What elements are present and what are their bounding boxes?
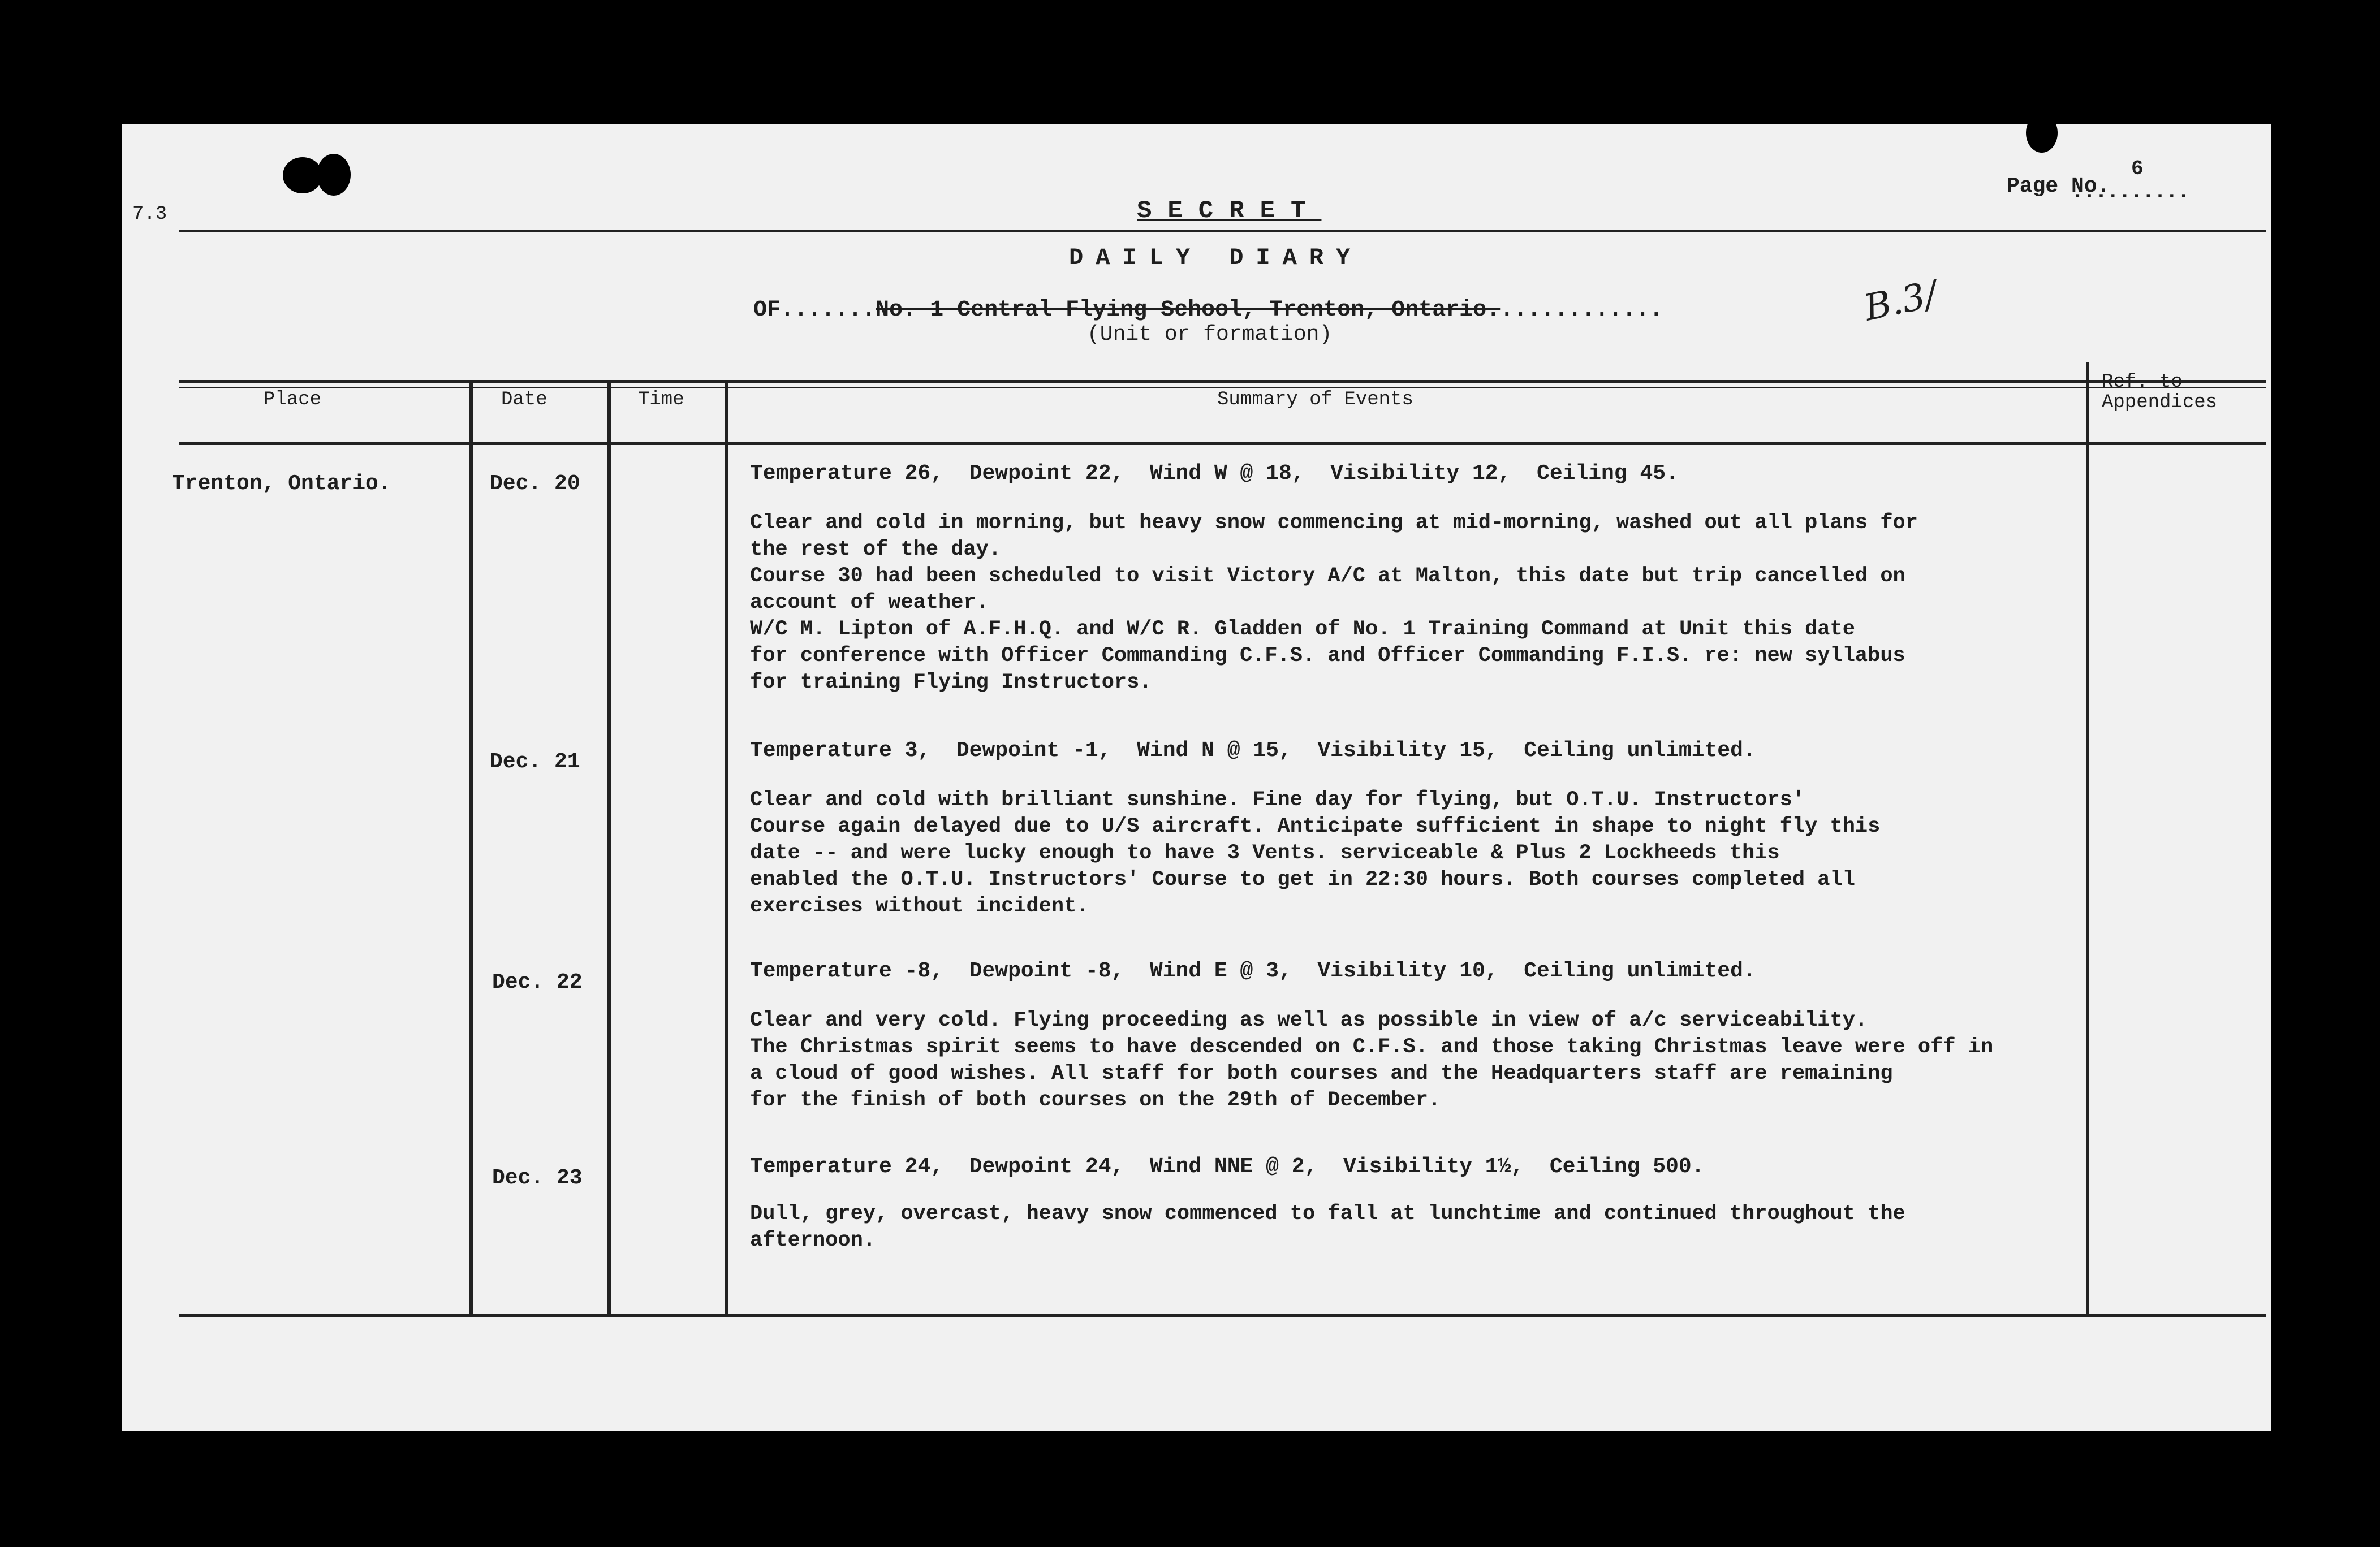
- summary-line: date -- and were lucky enough to have 3 Vents. serviceable & Plus 2 Lockheeds this: [750, 841, 1780, 865]
- secret-stamp: SECRET: [1137, 197, 1322, 225]
- column-header-summary: Summary of Events: [1217, 389, 1413, 410]
- entry-date: Dec. 22: [492, 970, 583, 995]
- summary-line: Course again delayed due to U/S aircraft. Anticipate sufficient in shape to night fly this: [750, 815, 1881, 839]
- table-bottom-rule: [179, 1314, 2266, 1317]
- column-header-rule: [179, 442, 2266, 445]
- summary-line: W/C M. Lipton of A.F.H.Q. and W/C R. Gladden of No. 1 Training Command at Unit this date: [750, 617, 1855, 641]
- column-header-date: Date: [501, 389, 547, 410]
- entry-weather: Temperature 24, Dewpoint 24, Wind NNE @ 2, Visibility 1½, Ceiling 500.: [750, 1155, 1705, 1179]
- entry-weather: Temperature 26, Dewpoint 22, Wind W @ 18, Visibility 12, Ceiling 45.: [750, 461, 1679, 486]
- entry-date: Dec. 20: [490, 472, 580, 496]
- entry-summary: [750, 1008, 2198, 1114]
- column-header-time: Time: [638, 389, 684, 410]
- summary-line: for training Flying Instructors.: [750, 671, 1152, 694]
- entry-date: Dec. 21: [490, 750, 580, 774]
- table-top-rule: [179, 380, 2266, 383]
- page-dots: ..........: [2071, 180, 2189, 204]
- summary-line: for conference with Officer Commanding C.F.S. and Officer Commanding F.I.S. re: new syllabus: [750, 644, 1905, 668]
- summary-line: enabled the O.T.U. Instructors' Course to get in 22:30 hours. Both courses completed all: [750, 868, 1855, 892]
- summary-line: Dull, grey, overcast, heavy snow commenced to fall at lunchtime and continued throughout the: [750, 1202, 1905, 1226]
- summary-line: The Christmas spirit seems to have descended on C.F.S. and those taking Christmas leave were off in: [750, 1035, 1994, 1059]
- entry-summary: [750, 510, 2051, 696]
- punch-hole-left-2: [317, 154, 351, 196]
- summary-line: Clear and very cold. Flying proceeding as well as possible in view of a/c serviceability.: [750, 1009, 1868, 1032]
- entry-summary: [750, 1201, 2051, 1254]
- handwritten-initials: B.3/: [1860, 273, 1941, 330]
- column-divider-summary-ref: [2086, 362, 2089, 1314]
- place-value: Trenton, Ontario.: [172, 472, 391, 496]
- summary-line: Clear and cold with brilliant sunshine. Fine day for flying, but O.T.U. Instructors': [750, 788, 1805, 812]
- table-top-rule-2: [179, 387, 2266, 388]
- summary-line: exercises without incident.: [750, 895, 1089, 918]
- entry-summary: [750, 787, 2051, 920]
- unit-name: No. 1 Central Flying School, Trenton, Ontario.: [876, 297, 1501, 323]
- page-number: 6: [2131, 157, 2144, 180]
- entry-date: Dec. 23: [492, 1166, 583, 1190]
- summary-line: account of weather.: [750, 591, 989, 615]
- column-header-ref-line2: Appendices: [2102, 392, 2218, 413]
- punch-hole-right: [2026, 113, 2058, 153]
- column-header-place: Place: [264, 389, 322, 410]
- summary-line: a cloud of good wishes. All staff for both courses and the Headquarters staff are remaining: [750, 1062, 1893, 1086]
- summary-line: Clear and cold in morning, but heavy snow commencing at mid-morning, washed out all plans for: [750, 511, 1918, 535]
- column-divider-place-date: [469, 380, 473, 1314]
- unit-prefix: OF.......: [753, 297, 876, 323]
- entry-weather: Temperature -8, Dewpoint -8, Wind E @ 3, Visibility 10, Ceiling unlimited.: [750, 959, 1756, 983]
- summary-line: afternoon.: [750, 1229, 876, 1252]
- unit-caption: (Unit or formation): [1087, 322, 1333, 347]
- summary-line: the rest of the day.: [750, 538, 1002, 561]
- page-label: Page No.: [2007, 174, 2110, 198]
- page-title: DAILY DIARY: [1069, 244, 1363, 271]
- column-divider-date-time: [607, 380, 611, 1314]
- unit-line: [753, 297, 1663, 323]
- diary-sheet: [122, 124, 2271, 1431]
- unit-suffix: ............: [1500, 297, 1663, 323]
- margin-mark: 7.3: [132, 204, 167, 225]
- summary-line: Course 30 had been scheduled to visit Victory A/C at Malton, this date but trip cancelled on: [750, 564, 1905, 588]
- column-header-ref: [2102, 372, 2217, 413]
- column-divider-time-summary: [725, 380, 728, 1314]
- header-rule: [179, 230, 2266, 232]
- summary-line: for the finish of both courses on the 29th of December.: [750, 1088, 1441, 1112]
- entry-weather: Temperature 3, Dewpoint -1, Wind N @ 15, Visibility 15, Ceiling unlimited.: [750, 738, 1756, 763]
- column-header-ref-line1: Ref. to: [2102, 371, 2183, 393]
